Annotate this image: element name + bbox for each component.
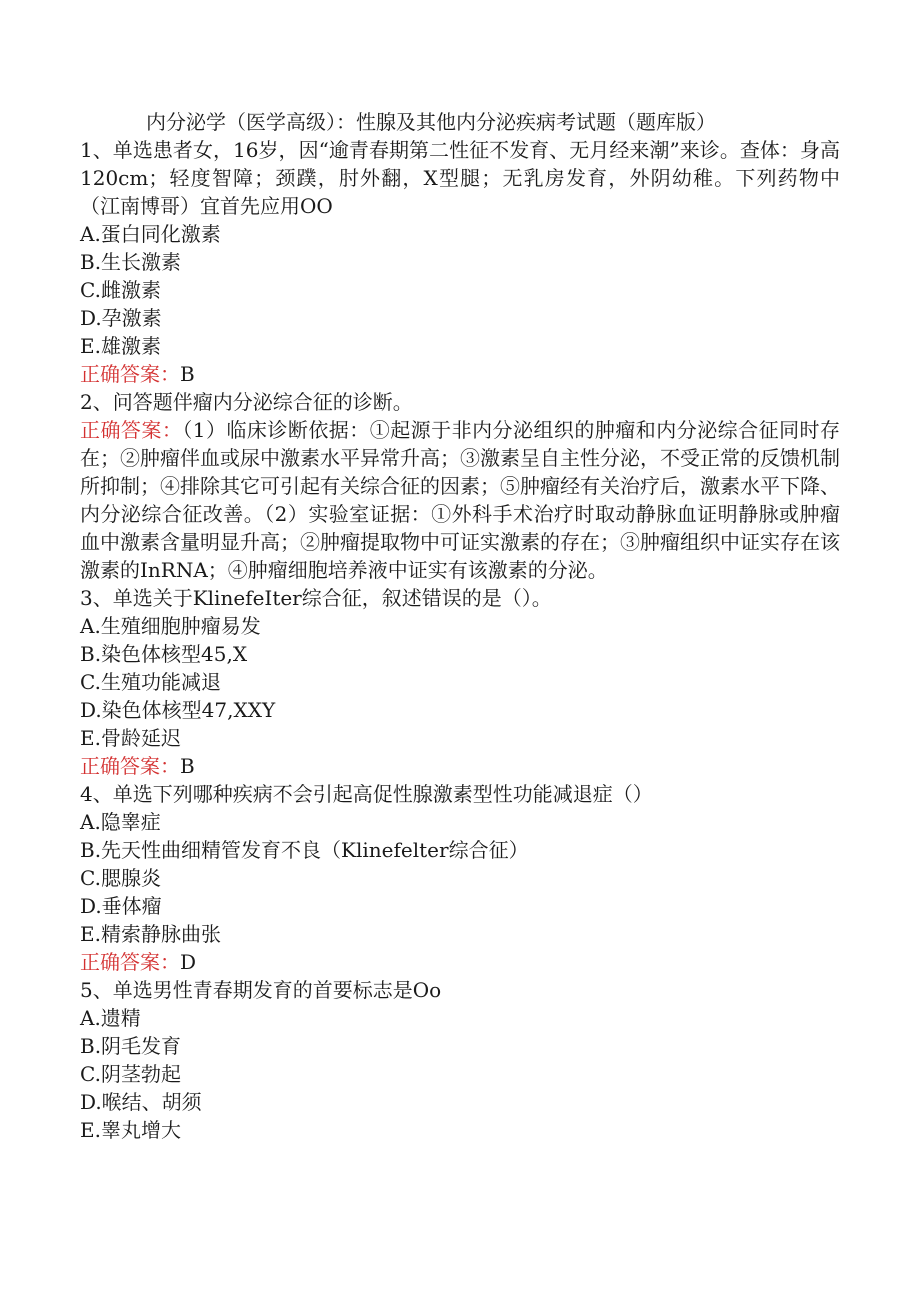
question-stem: 1、单选患者女，16岁，因“逾青春期第二性征不发育、无月经来潮”来诊。查体：身高120cm；轻度智障；颈蹼，肘外翻，X型腿；无乳房发育，外阴幼稚。下列药物中（江南博哥）宜首先应用OO xyxy=(80,138,840,218)
option: C.腮腺炎 xyxy=(80,866,161,890)
option: D.垂体瘤 xyxy=(80,894,162,918)
option: B.染色体核型45,X xyxy=(80,642,248,666)
option: D.染色体核型47,XXY xyxy=(80,698,276,722)
option: C.阴茎勃起 xyxy=(80,1062,181,1086)
answer-label: 正确答案： xyxy=(80,362,180,386)
answer-line xyxy=(80,948,840,976)
option: C.雌激素 xyxy=(80,278,161,302)
question-stem: 5、单选男性青春期发育的首要标志是Oo xyxy=(80,978,442,1002)
answer-label: 正确答案： xyxy=(80,418,183,442)
option: D.孕激素 xyxy=(80,306,162,330)
answer-label: 正确答案： xyxy=(80,754,180,778)
option: E.睾丸增大 xyxy=(80,1118,181,1142)
option: E.精索静脉曲张 xyxy=(80,922,221,946)
question-stem: 3、单选关于KlinefeIter综合征，叙述错误的是（）。 xyxy=(80,586,552,610)
document-title: 内分泌学（医学高级）：性腺及其他内分泌疾病考试题（题库版） xyxy=(146,110,716,134)
option: B.阴毛发育 xyxy=(80,1034,182,1058)
answer-value: B xyxy=(180,362,195,386)
option: B.先天性曲细精管发育不良（Klinefelter综合征） xyxy=(80,838,529,862)
question-2 xyxy=(80,388,840,584)
option: E.骨龄延迟 xyxy=(80,726,181,750)
answer-label: 正确答案： xyxy=(80,950,180,974)
option: A.生殖细胞肿瘤易发 xyxy=(80,614,261,638)
question-3 xyxy=(80,584,840,780)
question-4 xyxy=(80,780,840,976)
option: B.生长激素 xyxy=(80,250,182,274)
answer-line xyxy=(80,752,840,780)
option: E.雄激素 xyxy=(80,334,161,358)
answer-value: B xyxy=(180,754,195,778)
option: D.喉结、胡须 xyxy=(80,1090,202,1114)
answer-line xyxy=(80,360,840,388)
answer-paragraph xyxy=(80,416,840,584)
option: A.遗精 xyxy=(80,1006,141,1030)
option: A.隐睾症 xyxy=(80,810,161,834)
question-stem: 2、问答题伴瘤内分泌综合征的诊断。 xyxy=(80,390,413,414)
question-5 xyxy=(80,976,840,1144)
question-1 xyxy=(80,136,840,388)
document-page xyxy=(80,108,840,1144)
option: C.生殖功能减退 xyxy=(80,670,221,694)
answer-value: （1）临床诊断依据：①起源于非内分泌组织的肿瘤和内分泌综合征同时存在；②肿瘤伴血或尿中激素水平异常升高；③激素呈自主性分泌，不受正常的反馈机制所抑制；④排除其它可引起有关综合征的因素；⑤肿瘤经有关治疗后，激素水平下降、内分泌综合征改善。（2）实验室证据：①外科手术治疗时取动静脉血证明静脉或肿瘤血中激素含量明显升高；②肿瘤提取物中可证实激素的存在；③肿瘤组织中证实存在该激素的InRNA；④肿瘤细胞培养液中证实有该激素的分泌。 xyxy=(80,418,841,582)
option: A.蛋白同化激素 xyxy=(80,222,221,246)
question-stem: 4、单选下列哪种疾病不会引起高促性腺激素型性功能减退症（） xyxy=(80,782,653,806)
answer-value: D xyxy=(180,950,197,974)
